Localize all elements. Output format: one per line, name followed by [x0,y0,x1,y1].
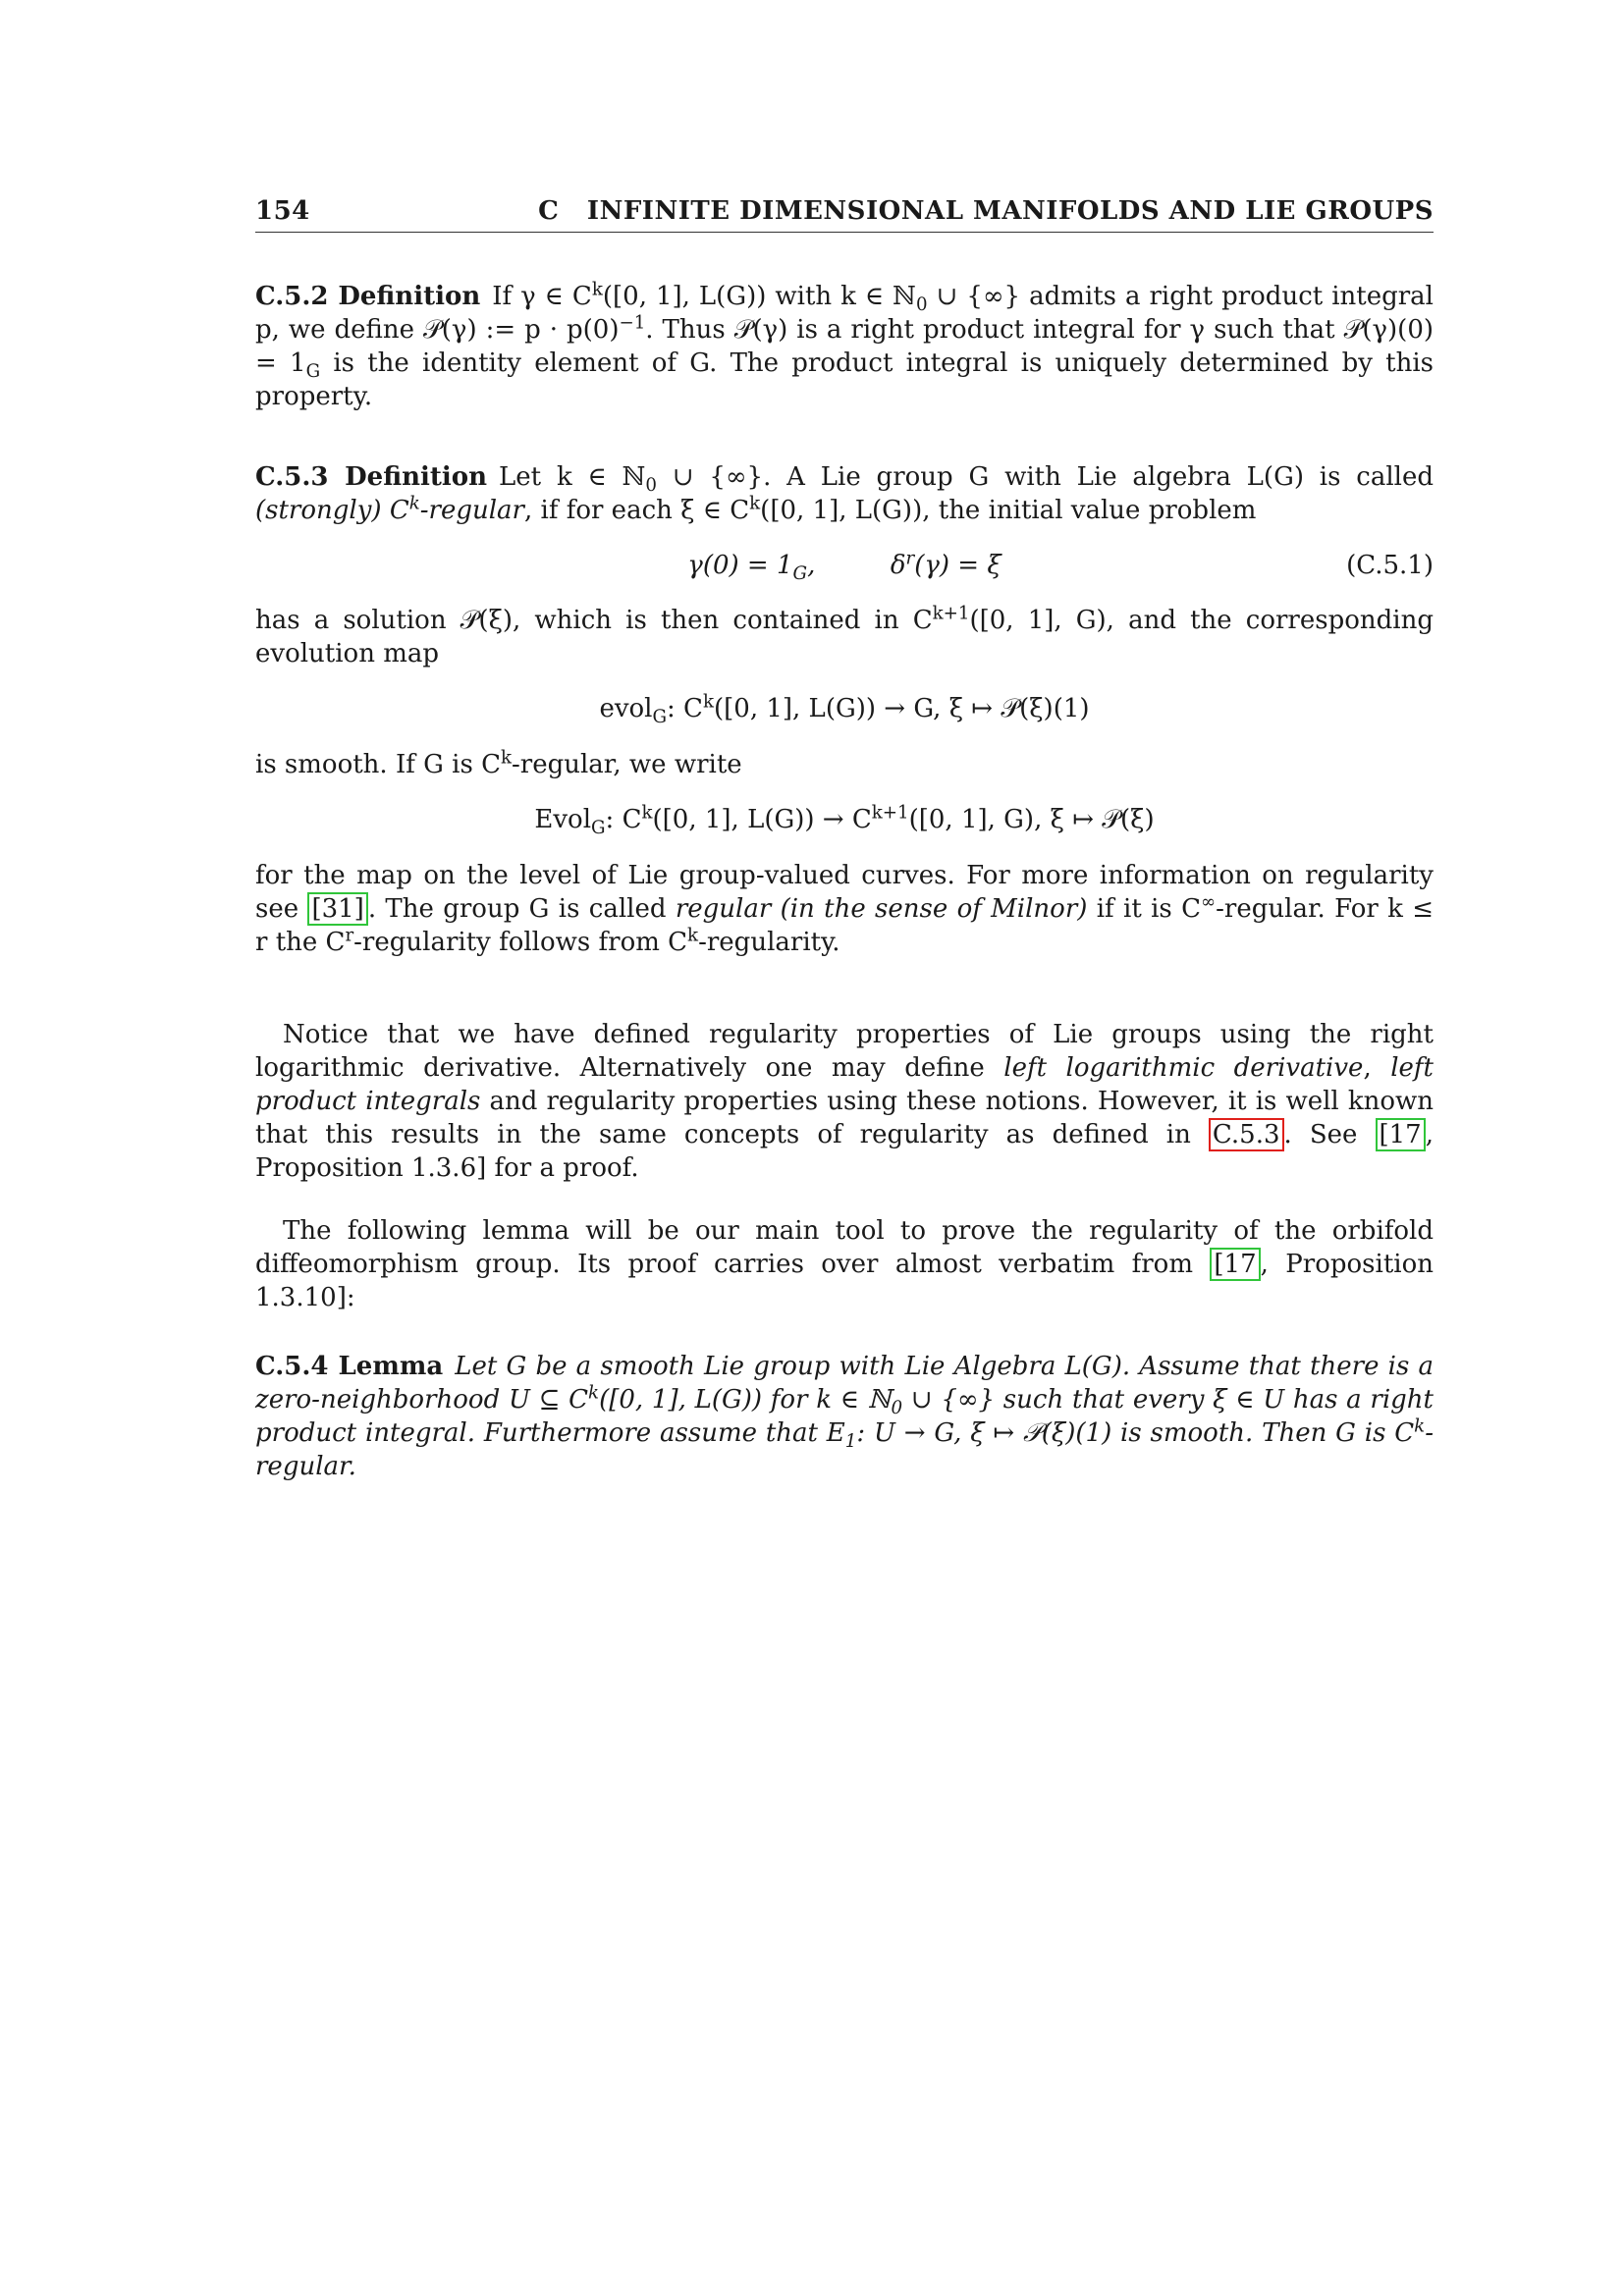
definition-c53: C.5.3 Definition Let k ∈ ℕ$_0$ ∪ {∞}. A Lie group G with Lie algebra L(G) is called (strongly) $C^k$-regular, if for each ξ ∈ $C^k([0$, 1], L(G)), the initial value problem [255,462,1434,525]
lemma-c54: C.5.4 Lemma Let G be a smooth Lie group with Lie Algebra L(G). Assume that there is a zero-neighborhood U ⊆ $C^k([0$, 1], L(G)) for k ∈ ℕ$_0$ ∪ {∞} such that every ξ ∈ U has a right product integral. Furthermore assume that $E_1$: U → G, ξ ↦ 𝒫(ξ)(1) is smooth. Then G is $C^k$-regular. [255,1352,1434,1481]
citation-17[interactable]: [17 [1210,1248,1260,1281]
definition-label: C.5.2 Definition [255,282,481,311]
definition-label: C.5.3 Definition [255,462,488,492]
regularity-tail: for the map on the level of Lie group-valued curves. For more information on regularity see [31] . The group G is called regular (in the sense of Milnor) if it is C∞-regular. For k ≤ r the $C^r$-regularity follows from $C^k$-regularity. [255,861,1435,957]
definition-c52: C.5.2 Definition If γ ∈ $C^k([0$, 1], L(G)) with k ∈ ℕ$_0$ ∪ {∞} admits a right product integral p, we define 𝒫(γ) := $p \cdot p(0)^{-1}$. Thus 𝒫(γ) is a right product integral for γ such that 𝒫(γ)(0) = $1_G$ is the identity element of G. The product integral is uniquely determined by this property. [255,279,1434,411]
equation-left: $\gamma(0) = 1_G$, [687,551,816,585]
evolution-curve-map: Evol$_G$: $C^k([0$, 1], $L(G)) \to C^{k+1}([0$, 1], G), ξ ↦ 𝒫(ξ) [534,802,1155,839]
equation-c51 [255,548,1434,585]
equation-number: (C.5.1) [1346,551,1434,580]
solution-text: has a solution 𝒫(ξ), which is then contained in $C^{k+1}([0$, 1], G), and the corresponding evolution map [255,603,1434,668]
page [255,196,1434,1483]
paragraph-notice: Notice that we have defined regularity properties of Lie groups using the right logarithmic derivative. Alternatively one may define left logarithmic derivative, left product integrals and regularity properties using these notions. However, it is well known that this results in the same concepts of regularity as defined in C.5.3 . See [17 , Proposition 1.3.6] for a proof. [255,1020,1434,1183]
evolution-map: evol$_G$: $C^k([0$, 1], L(G)) → G, ξ ↦ 𝒫(ξ)(1) [599,691,1090,728]
citation-31[interactable]: [31] [307,892,367,926]
equation-right: $\delta^r(\gamma) = \xi$ [890,548,1001,580]
page-number: 154 [255,196,310,226]
citation-17[interactable]: [17 [1376,1118,1426,1151]
running-title: C INFINITE DIMENSIONAL MANIFOLDS AND LIE GROUPS [538,196,1434,226]
smooth-text: is smooth. If G is $C^k$-regular, we write [255,747,742,779]
running-head [255,196,1434,233]
paragraph-following-lemma: The following lemma will be our main tool to prove the regularity of the orbifold diffeomorphism group. Its proof carries over almost verbatim from [17 , Proposition 1.3.10]: [255,1216,1434,1312]
lemma-label: C.5.4 Lemma [255,1352,444,1381]
crossref-c53[interactable]: C.5.3 [1209,1118,1284,1151]
